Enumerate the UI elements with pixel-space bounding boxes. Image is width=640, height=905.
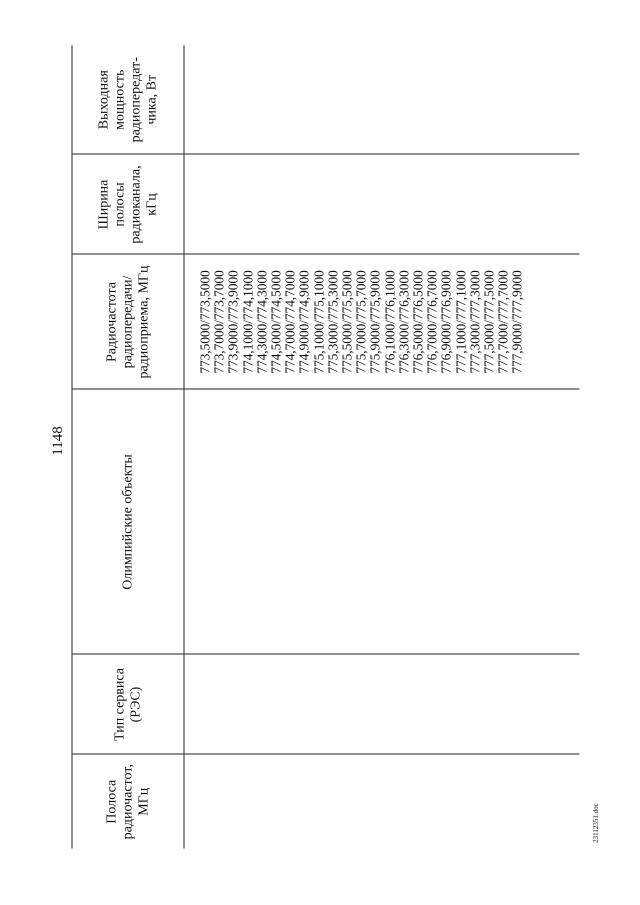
frequency-item: 776,5000/776,5000 — [410, 269, 426, 374]
frequency-item: 777,5000/777,5000 — [481, 269, 497, 374]
frequency-item: 776,1000/776,1000 — [381, 269, 397, 374]
frequency-item: 773,7000/773,7000 — [211, 269, 227, 374]
frequency-item: 777,9000/777,9000 — [509, 269, 525, 374]
frequency-list — [198, 255, 525, 389]
header-channel-width: Ширина полосы радиоканала, кГц — [72, 154, 184, 254]
frequency-item: 773,9000/773,9000 — [225, 269, 241, 374]
header-service: Тип сервиса (РЭС) — [72, 654, 184, 754]
frequency-item: 775,5000/775,5000 — [339, 269, 355, 374]
frequency-item: 775,1000/775,1000 — [310, 269, 326, 374]
cell-band — [184, 754, 580, 848]
header-objects: Олимпийские объекты — [72, 389, 184, 654]
frequency-item: 773,5000/773,5000 — [197, 269, 212, 374]
frequency-item: 777,3000/777,3000 — [466, 269, 482, 374]
cell-channel-width — [184, 154, 580, 254]
page-number: 1148 — [50, 426, 66, 456]
frequency-item: 775,3000/775,3000 — [324, 269, 340, 374]
cell-power — [184, 45, 580, 154]
frequency-item: 775,9000/775,9000 — [367, 269, 383, 374]
rotated-table-frame — [71, 45, 579, 848]
cell-frequencies — [184, 254, 580, 389]
frequency-item: 776,7000/776,7000 — [424, 269, 440, 374]
frequency-item: 776,9000/776,9000 — [438, 269, 454, 374]
header-frequency: Радиочастота радиопередачи/ радиоприема, МГц — [72, 254, 184, 389]
cell-objects — [184, 389, 580, 654]
header-band: Полоса радиочастот, МГц — [72, 754, 184, 848]
frequency-item: 776,3000/776,3000 — [395, 269, 411, 374]
frequency-item: 774,5000/774,5000 — [268, 269, 284, 374]
frequency-table — [71, 45, 579, 848]
table-row — [184, 45, 580, 848]
header-power: Выходная мощность радиопередат-чика, Вт — [72, 45, 184, 154]
frequency-item: 774,7000/774,7000 — [282, 269, 298, 374]
cell-service — [184, 654, 580, 754]
table-header-row — [72, 45, 184, 848]
footer-filename: 23112351.doc — [592, 803, 600, 843]
frequency-item: 775,7000/775,7000 — [353, 269, 369, 374]
frequency-item: 774,9000/774,9000 — [296, 269, 312, 374]
frequency-item: 774,3000/774,3000 — [253, 269, 269, 374]
frequency-item: 777,7000/777,7000 — [495, 269, 511, 374]
frequency-item: 774,1000/774,1000 — [239, 269, 255, 374]
frequency-item: 777,1000/777,1000 — [452, 269, 468, 374]
